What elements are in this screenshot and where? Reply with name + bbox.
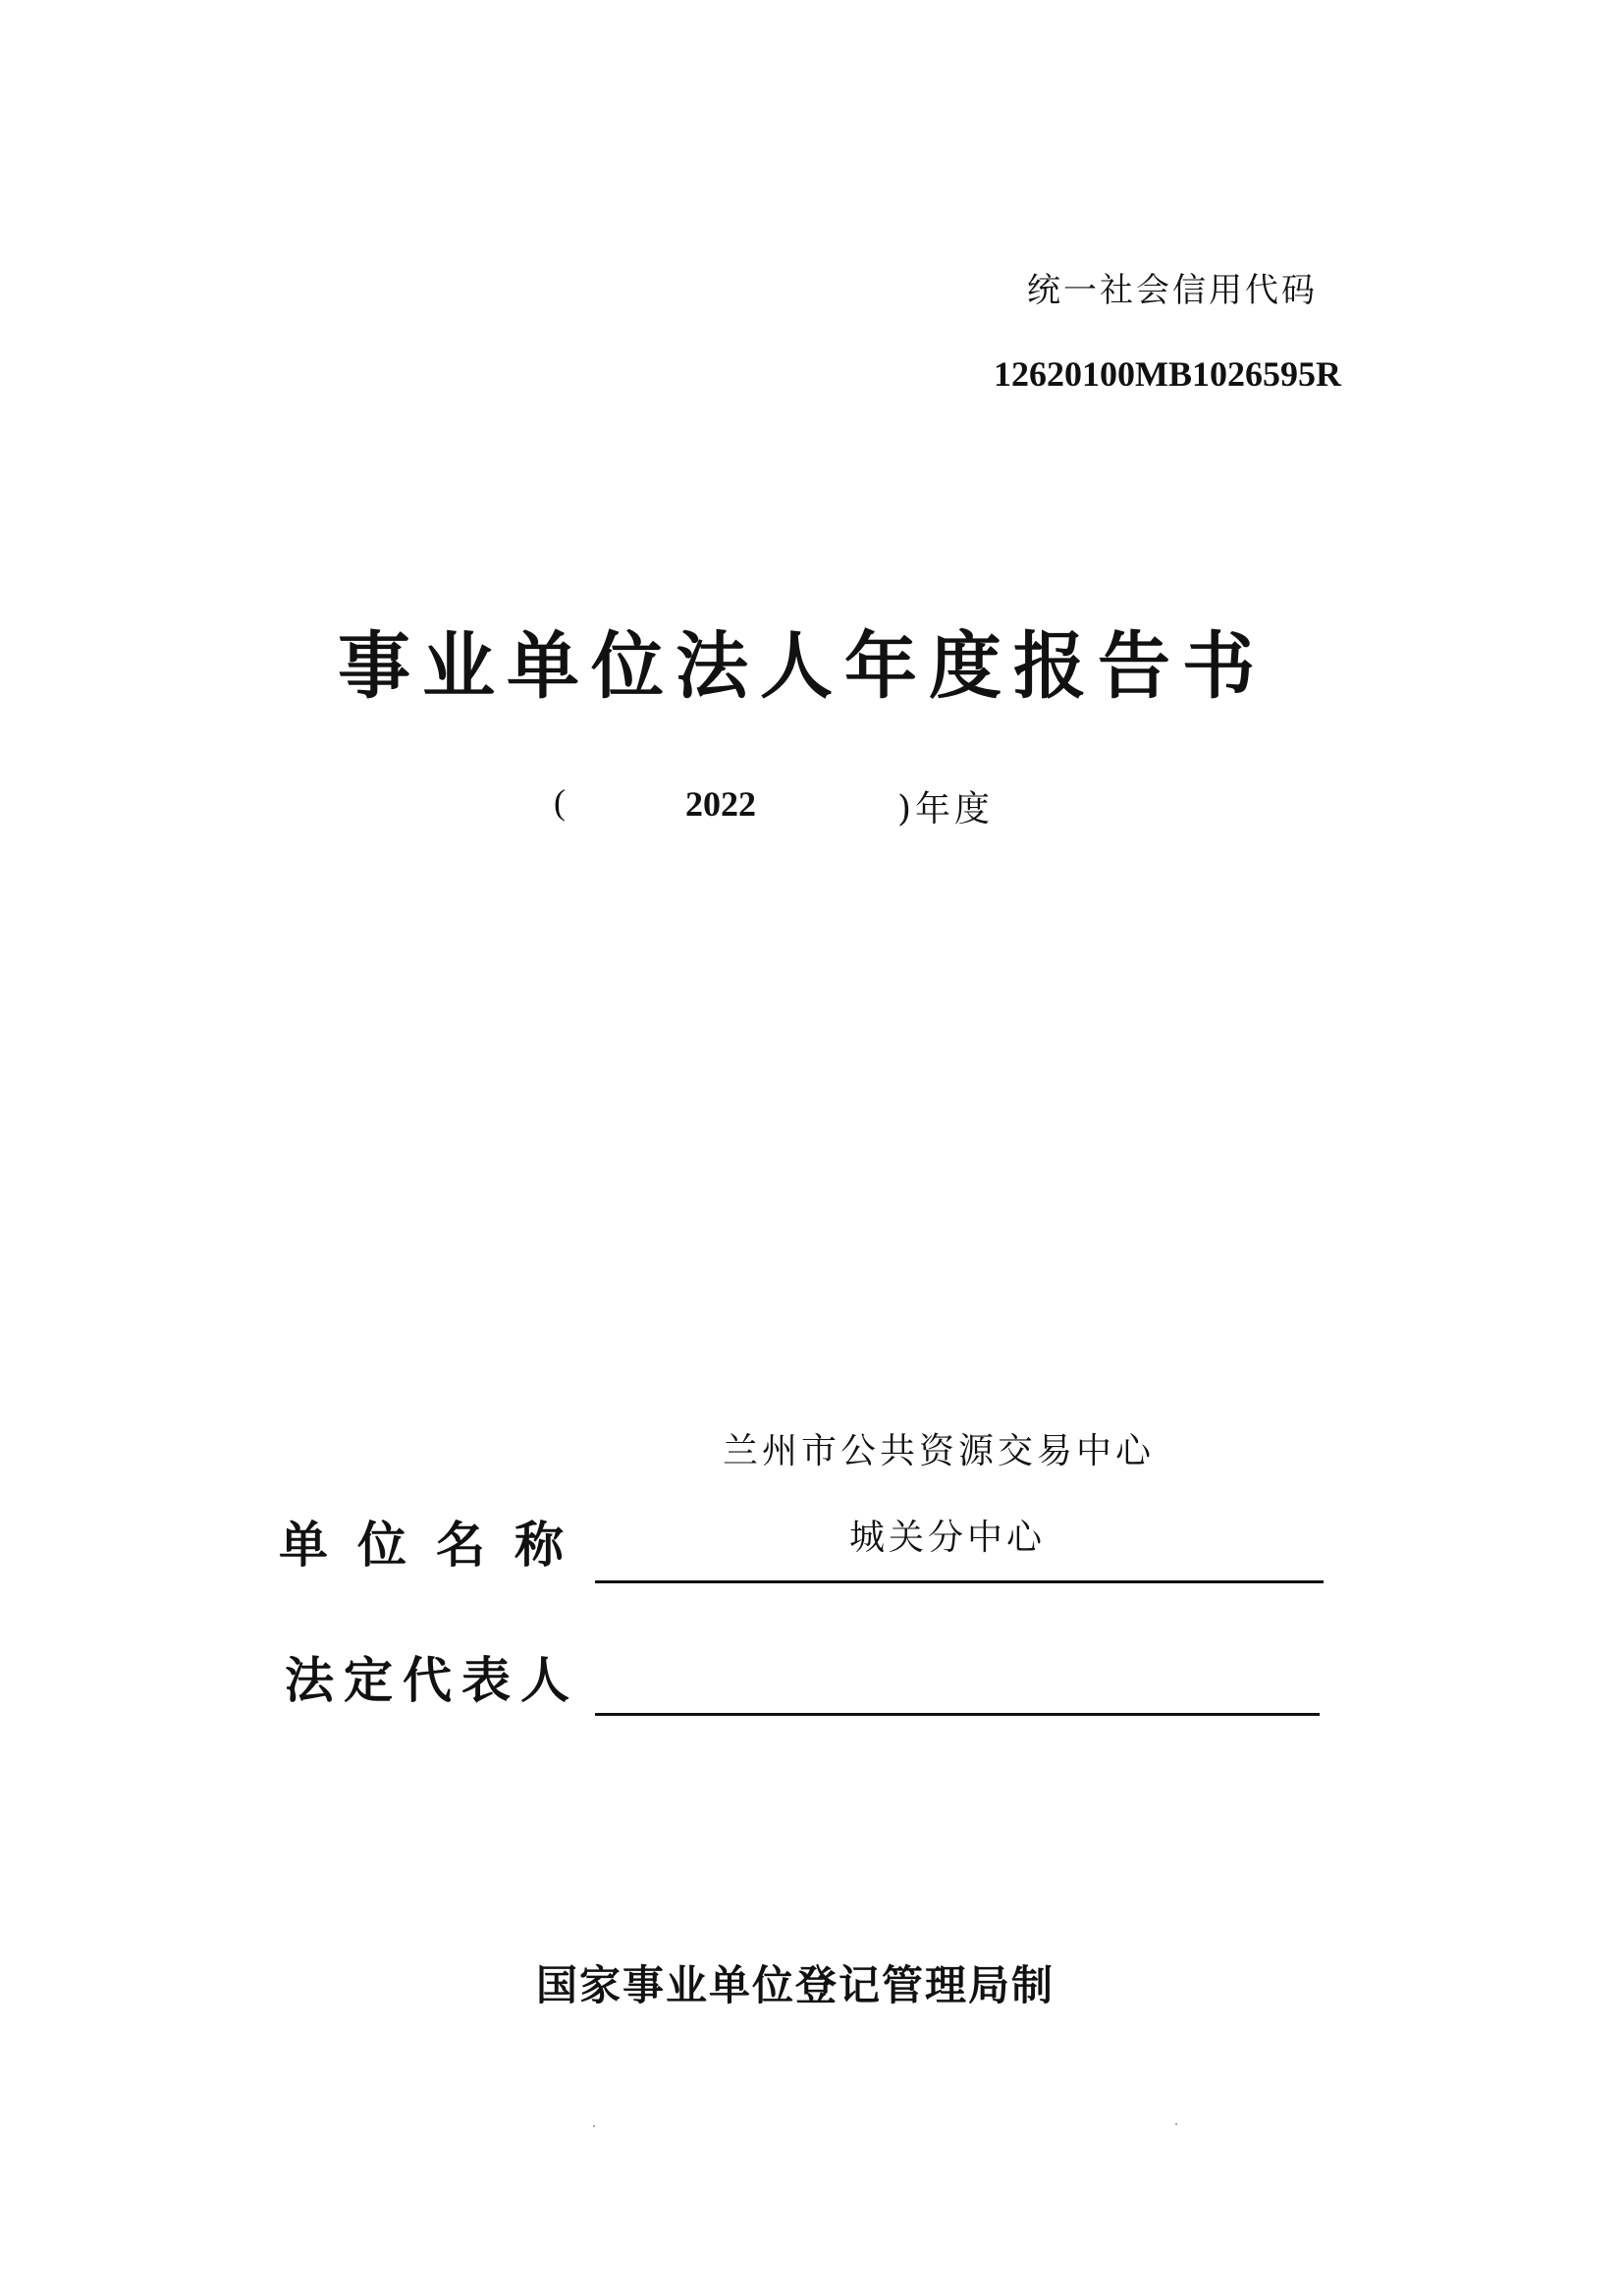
credit-code-value: 12620100MB1026595R [994,354,1341,394]
issuer-text: 国家事业单位登记管理局制 [536,1961,1055,2009]
unit-name-value-line2: 城关分中心 [849,1518,1047,1558]
year-close-suffix: )年度 [897,789,995,829]
scan-speck [1175,2123,1177,2125]
legal-rep-underline [595,1713,1320,1716]
unit-name-label: 单位名称 [279,1517,593,1574]
unit-name-value-line1: 兰州市公共资源交易中心 [723,1431,1156,1471]
unit-name-underline [595,1580,1324,1583]
document-title: 事业单位法人年度报告书 [338,624,1267,709]
report-year: 2022 [685,784,756,824]
legal-rep-label: 法定代表人 [285,1652,579,1709]
year-open-paren: ( [554,782,566,822]
credit-code-label: 统一社会信用代码 [1027,271,1318,310]
scan-speck [593,2125,595,2127]
